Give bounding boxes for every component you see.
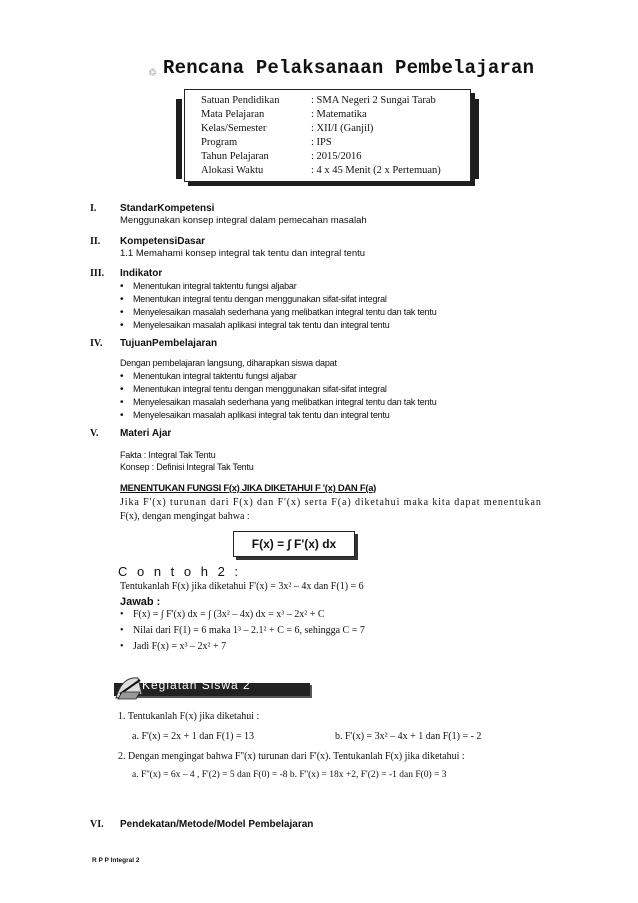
exercise-item: a. F'(x) = 2x + 1 dan F(1) = 13 xyxy=(132,731,255,742)
indikator-list xyxy=(120,280,437,332)
section-heading: Pendekatan/Metode/Model Pembelajaran xyxy=(120,819,314,830)
infobox-left-pillar xyxy=(176,99,182,179)
list-item: • Jadi F(x) = x³ – 2x² + 7 xyxy=(120,639,365,655)
exercise-item: a. F''(x) = 6x – 4 , F'(2) = 5 dan F(0) = -8 b. F''(x) = 18x +2, F'(2) = -1 dan F(0) = 3 xyxy=(132,770,447,780)
list-item: • Menyelesaikan masalah aplikasi integral tak tentu dan integral tentu xyxy=(120,319,437,332)
section-text: Menggunakan konsep integral dalam pemecahan masalah xyxy=(120,215,367,226)
section-heading: Indikator xyxy=(120,268,163,279)
jawab-label: Jawab : xyxy=(120,596,161,608)
list-item: • Menentukan integral taktentu fungsi aljabar xyxy=(120,280,437,293)
section-heading: TujuanPembelajaran xyxy=(120,338,218,349)
list-item: • Menentukan integral taktentu fungsi aljabar xyxy=(120,370,437,383)
section-number: I. xyxy=(90,203,97,214)
section-number: VI. xyxy=(90,819,104,830)
info-row: Kelas/Semester : XII/I (Ganjil) xyxy=(201,123,374,134)
section-heading: Materi Ajar xyxy=(120,428,172,439)
fakta-text: Fakta : Integral Tak Tentu xyxy=(120,450,216,460)
section-number: V. xyxy=(90,428,99,439)
exercise-question: 2. Dengan mengingat bahwa F''(x) turunan dari F'(x). Tentukanlah F(x) jika diketahui : xyxy=(118,751,465,762)
section-number: IV. xyxy=(90,338,103,349)
jawab-steps xyxy=(120,607,365,655)
kegiatan-title: Kegiatan Siswa 2 xyxy=(142,678,251,692)
section-number: III. xyxy=(90,268,105,279)
list-item: • Menyelesaikan masalah sederhana yang melibatkan integral tentu dan tak tentu xyxy=(120,396,437,409)
konsep-text: Konsep : Definisi Integral Tak Tentu xyxy=(120,462,254,472)
section-heading: KompetensiDasar xyxy=(120,236,206,247)
list-item: • Menentukan integral tentu dengan menggunakan sifat-sifat integral xyxy=(120,293,437,306)
info-box xyxy=(184,89,471,182)
contoh-question: Tentukanlah F(x) jika diketahui F'(x) = 3x² – 4x dan F(1) = 6 xyxy=(120,581,364,592)
info-row: Tahun Pelajaran : 2015/2016 xyxy=(201,151,362,162)
exercise-item: b. F'(x) = 3x² – 4x + 1 dan F(1) = - 2 xyxy=(335,731,482,742)
materi-subheading: MENENTUKAN FUNGSI F(x) JIKA DIKETAHUI F '(x) DAN F(a) xyxy=(120,483,377,494)
list-item: • Menentukan integral tentu dengan menggunakan sifat-sifat integral xyxy=(120,383,437,396)
section-number: II. xyxy=(90,236,101,247)
contoh-heading: C o n t o h 2 : xyxy=(118,564,242,579)
section-heading: StandarKompetensi xyxy=(120,203,215,214)
list-item: • F(x) = ∫ F'(x) dx = ∫ (3x² – 4x) dx = x³ – 2x² + C xyxy=(120,607,365,623)
section-text: 1.1 Memahami konsep integral tak tentu dan integral tentu xyxy=(120,248,366,259)
tujuan-list xyxy=(120,370,437,422)
info-row: Program : IPS xyxy=(201,137,332,148)
title-ornament-icon: ♲ xyxy=(148,68,157,79)
materi-paragraph: Jika F'(x) turunan dari F(x) dan F'(x) serta F(a) diketahui maka kita dapat menentukan xyxy=(120,497,542,508)
list-item: • Menyelesaikan masalah aplikasi integral tak tentu dan integral tentu xyxy=(120,409,437,422)
materi-paragraph: F(x), dengan mengingat bahwa : xyxy=(120,511,250,522)
exercise-question: 1. Tentukanlah F(x) jika diketahui : xyxy=(118,711,260,722)
page-title: Rencana Pelaksanaan Pembelajaran xyxy=(163,57,535,79)
pencil-icon xyxy=(120,676,128,684)
info-row: Mata Pelajaran : Matematika xyxy=(201,109,367,120)
info-row: Satuan Pendidikan : SMA Negeri 2 Sungai Tarab xyxy=(201,95,436,106)
section-intro: Dengan pembelajaran langsung, diharapkan siswa dapat xyxy=(120,358,337,368)
formula-box: F(x) = ∫ F'(x) dx xyxy=(233,531,355,557)
info-row: Alokasi Waktu : 4 x 45 Menit (2 x Pertemuan) xyxy=(201,165,441,176)
list-item: • Menyelesaikan masalah sederhana yang melibatkan integral tentu dan tak tentu xyxy=(120,306,437,319)
page-footer: R P P Integral 2 xyxy=(92,857,140,864)
list-item: • Nilai dari F(1) = 6 maka 1³ – 2.1² + C = 6, sehingga C = 7 xyxy=(120,623,365,639)
